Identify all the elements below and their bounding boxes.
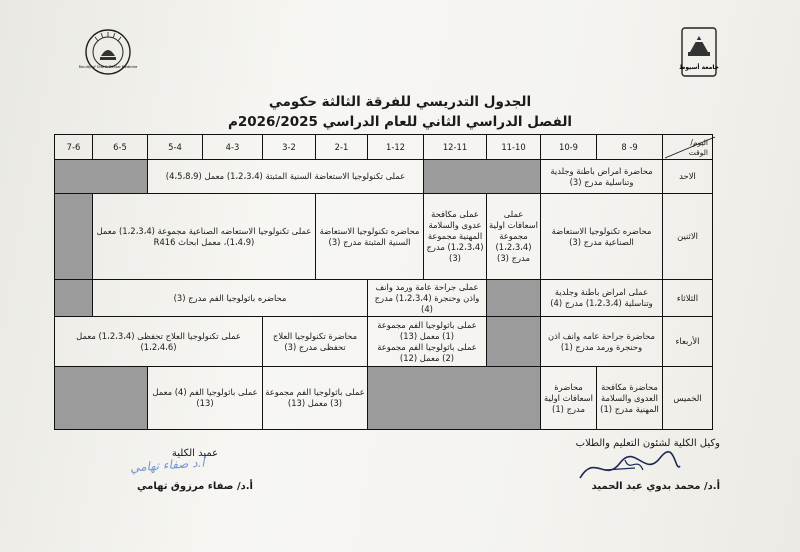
class-cell: محاضرة تكنولوجيا العلاج تحفظى مدرج (3) [263,317,368,367]
empty-slot [55,194,93,279]
class-cell: عملى امراض باطنة وجلدية وتناسلية (1،2،3،4) مدرج (4) [541,279,663,317]
row-sunday [55,160,713,194]
corner-day-label: اليوم/ [690,137,708,147]
class-cell: محاضرة اسعافات اولية مدرج (1) [541,367,597,430]
class-cell: محاضرة امراض باطنة وجلدية وتناسلية مدرج (3) [541,160,663,194]
day-label: الثلاثاء [663,279,713,317]
day-label: الخميس [663,367,713,430]
vice-dean-title: وكيل الكلية لشئون التعليم والطلاب [575,438,720,449]
faculty-logo [78,28,138,76]
class-cell: عملى باثولوجيا الفم مجموعة (1) معمل (13) عملى باثولوجيا الفم مجموعة (2) معمل (12) [368,317,487,367]
class-cell: عملى تكنولوجيا العلاج تحفظى (1،2،3،4) معمل (1،2،4،6) [55,317,263,367]
empty-slot [368,367,541,430]
corner-time-label: الوقت [688,147,708,157]
time-header: 7-6 [55,135,93,160]
time-header: 1-12 [368,135,424,160]
time-header: 6-5 [93,135,148,160]
schedule-table [54,134,713,430]
class-cell: عملى باثولوجيا الفم مجموعة (3) معمل (13) [263,367,368,430]
time-header: 10-9 [541,135,597,160]
header-row [55,135,713,160]
class-cell: محاضره تكنولوجيا الاستعاضة الصناعية مدرج (3) [541,194,663,279]
corner-cell [663,135,713,160]
row-thursday [55,367,713,430]
dean-title: عميد الكلية [171,448,219,459]
class-cell: عملى جراحة عامة ورمد وانف واذن وحنجرة (1،2،3،4) مدرج (4) [368,279,487,317]
row-wednesday [55,317,713,367]
class-cell: عملى تكنولوجيا الاستعاضة السنية المثبتة (1،2،3،4) معمل (4،5،8،9) [148,160,424,194]
time-header: 2-1 [316,135,368,160]
empty-slot [487,279,541,317]
time-header: 3-2 [263,135,316,160]
row-monday [55,194,713,279]
time-header: 11-10 [487,135,541,160]
empty-slot [424,160,541,194]
empty-slot [55,367,148,430]
class-cell: عملى اسعافات اولية مجموعة (1،2،3،4) مدرج (3) [487,194,541,279]
row-tuesday [55,279,713,317]
class-cell: محاضرة جراحة عامه وانف اذن وحنجرة ورمد مدرج (1) [541,317,663,367]
university-logo [676,26,722,78]
day-label: الاحد [663,160,713,194]
time-header: 9- 8 [597,135,663,160]
handwritten-signature-icon [575,448,685,488]
empty-slot [55,160,148,194]
class-cell: عملى باثولوجيا الفم (4) معمل (13) [148,367,263,430]
vice-dean-name: أ.د/ محمد بدوي عبد الحميد [591,481,720,492]
time-header: 4-3 [203,135,263,160]
empty-slot [55,279,93,317]
dean-stamp: أ.د صفاء تهامي [129,455,206,475]
day-label: الأربعاء [663,317,713,367]
time-header: 12-11 [424,135,487,160]
class-cell: عملى مكافحة عدوى والسلامة المهنية مجموعة (1،2،3،4) مدرج (3) [424,194,487,279]
schedule-title: الجدول التدريسي للفرقة الثالثة حكومي [268,94,532,110]
class-cell: محاضره تكنولوجيا الاستعاضة السنية المثبتة مدرج (3) [316,194,424,279]
faculty-logo-text: Faculty of Oral & Dental Medicine [78,65,138,69]
dean-name: أ.د/ صفاء مرزوق تهامي [137,481,253,492]
class-cell: محاضرة مكافحة العدوى والسلامة المهنية مدرج (1) [597,367,663,430]
empty-slot [487,317,541,367]
time-header: 5-4 [148,135,203,160]
university-logo-text: جامعة أسيوط [679,64,719,71]
day-label: الاثنين [663,194,713,279]
class-cell: محاضره باثولوجيا الفم مدرج (3) [93,279,368,317]
class-cell: عملى تكنولوجيا الاستعاضه الصناعية مجموعة (1،2،3،4) معمل (1،4،9)، معمل ابحاث R416 [93,194,316,279]
semester-subtitle: الفصل الدراسي الثاني للعام الدراسي 2026/2025م [227,114,573,130]
